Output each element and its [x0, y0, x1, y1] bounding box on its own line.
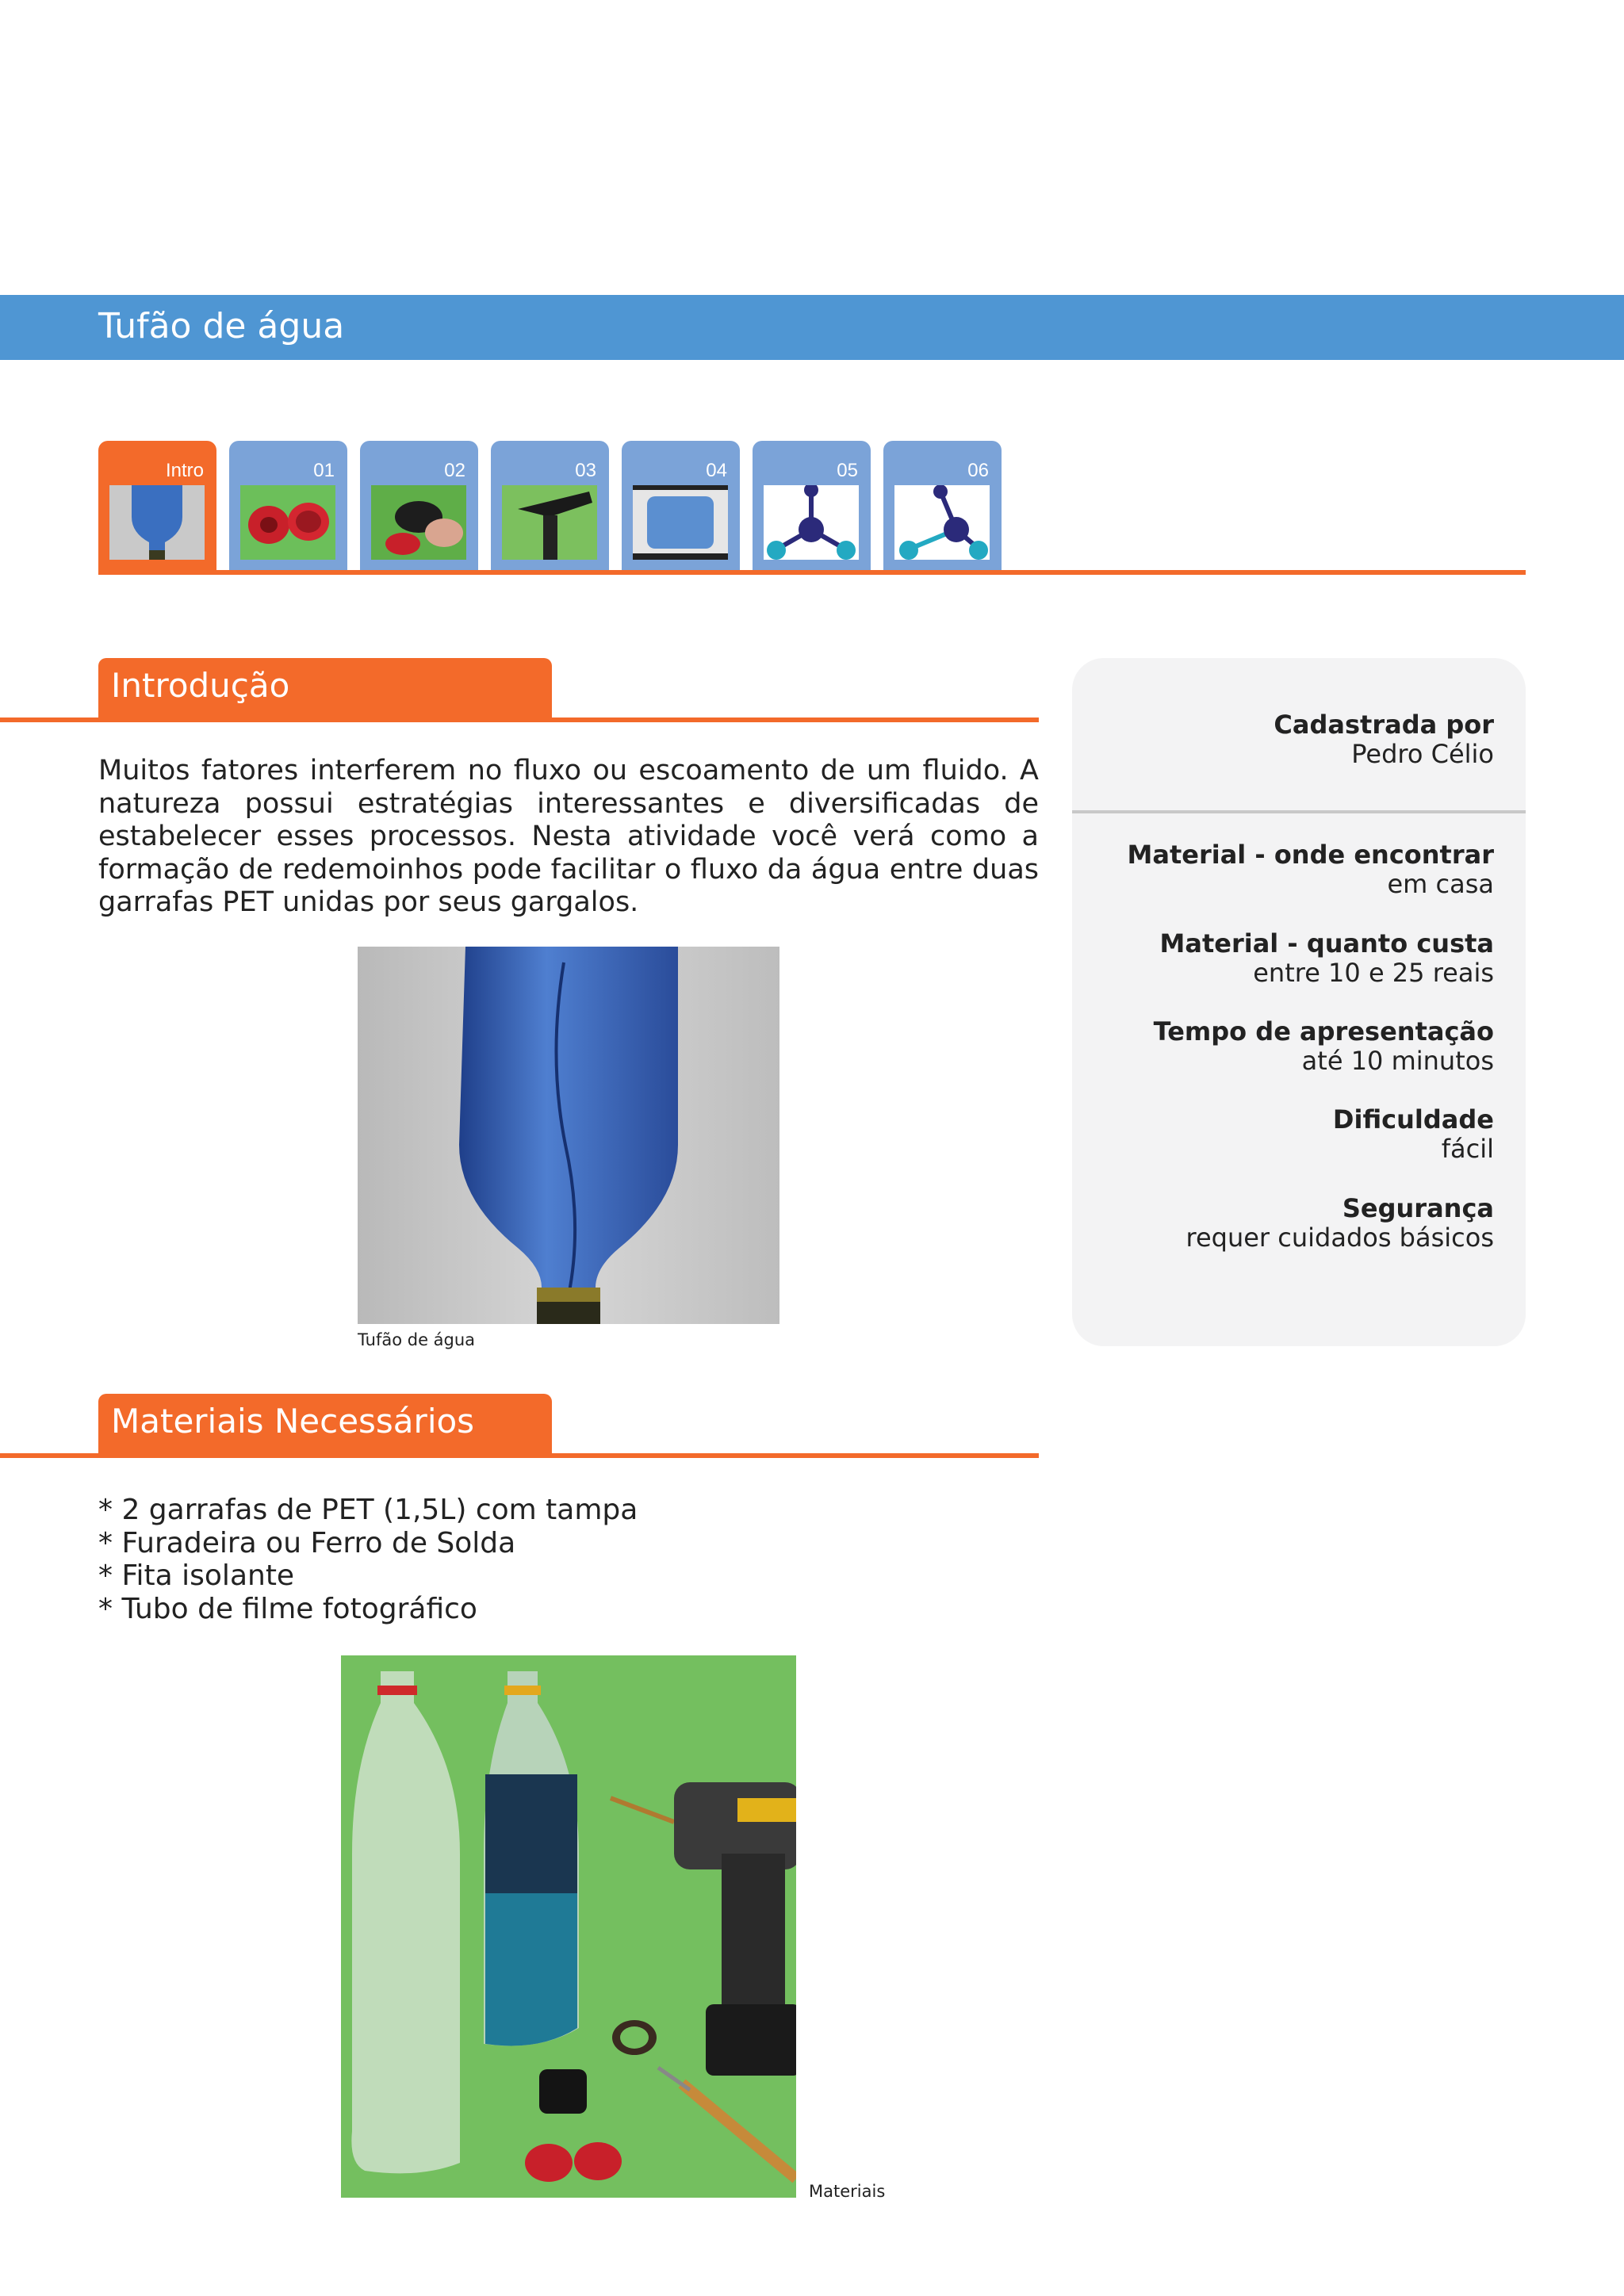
detail-value: requer cuidados básicos [1185, 1223, 1494, 1253]
list-item: * Furadeira ou Ferro de Solda [98, 1526, 516, 1559]
detail-safety [1186, 1194, 1495, 1253]
intro-image-caption: Tufão de água [358, 1330, 476, 1349]
tab-label: 01 [313, 460, 335, 481]
tab-05[interactable] [753, 441, 871, 571]
detail-time [1154, 1017, 1494, 1076]
intro-underline [0, 718, 1039, 722]
tab-04[interactable] [622, 441, 740, 571]
list-item: * 2 garrafas de PET (1,5L) com tampa [98, 1494, 638, 1526]
materials-image-caption: Materiais [809, 2182, 886, 2201]
pliers-thumb [502, 485, 597, 560]
detail-label: Segurança [1342, 1193, 1494, 1223]
detail-value: fácil [1441, 1134, 1494, 1164]
detail-label: Dificuldade [1332, 1104, 1494, 1135]
tab-02[interactable] [360, 441, 478, 571]
title-bar [0, 295, 1624, 360]
tab-03[interactable] [491, 441, 609, 571]
list-item: * Tubo de filme fotográfico [98, 1592, 477, 1625]
materials-heading-box [98, 1394, 552, 1456]
detail-value: entre 10 e 25 reais [1253, 958, 1494, 988]
detail-value: até 10 minutos [1301, 1046, 1494, 1076]
list-item: * Fita isolante [98, 1559, 295, 1592]
intro-heading: Introdução [111, 666, 290, 705]
detail-label: Material - onde encontrar [1127, 840, 1494, 870]
intro-image [358, 947, 779, 1324]
bottle-thumb [633, 485, 728, 560]
author-value: Pedro Célio [1351, 739, 1494, 769]
tab-label: 04 [706, 460, 727, 481]
detail-label: Material - quanto custa [1159, 928, 1494, 959]
tab-label: 06 [967, 460, 989, 481]
tab-label: Intro [165, 460, 204, 481]
molecule-icon [764, 485, 859, 560]
intro-heading-box [98, 658, 552, 720]
materials-underline [0, 1453, 1039, 1458]
materials-heading: Materiais Necessários [111, 1402, 475, 1441]
tab-01[interactable] [229, 441, 347, 571]
panel-divider [1072, 810, 1526, 813]
page-title: Tufão de água [98, 306, 345, 346]
tabs-underline [98, 570, 1526, 575]
info-panel [1072, 658, 1526, 1346]
hands-caps-thumb [371, 485, 466, 560]
materials-list [98, 1494, 638, 1625]
detail-where [1128, 840, 1495, 899]
tab-intro[interactable] [98, 441, 216, 571]
detail-difficulty [1333, 1105, 1494, 1164]
tab-label: 05 [837, 460, 858, 481]
bottle-vortex-thumb [109, 485, 205, 560]
red-caps-thumb [240, 485, 335, 560]
tab-label: 03 [575, 460, 596, 481]
intro-text: Muitos fatores interferem no fluxo ou escoamento de um fluido. A natureza possui estratégias interessantes e diversificadas de estabelecer esses processos. Nesta atividade você verá como a formação de redemoinhos pode facilitar o fluxo da água entre duas garrafas PET unidas por seus gargalos. [98, 755, 1039, 918]
author-block [1274, 710, 1494, 769]
detail-value: em casa [1387, 869, 1494, 899]
detail-cost [1160, 929, 1494, 988]
tab-label: 02 [444, 460, 465, 481]
author-label: Cadastrada por [1274, 710, 1494, 740]
materials-image [341, 1655, 796, 2198]
molecule-icon [894, 485, 990, 560]
tab-06[interactable] [883, 441, 1002, 571]
detail-label: Tempo de apresentação [1153, 1016, 1494, 1047]
